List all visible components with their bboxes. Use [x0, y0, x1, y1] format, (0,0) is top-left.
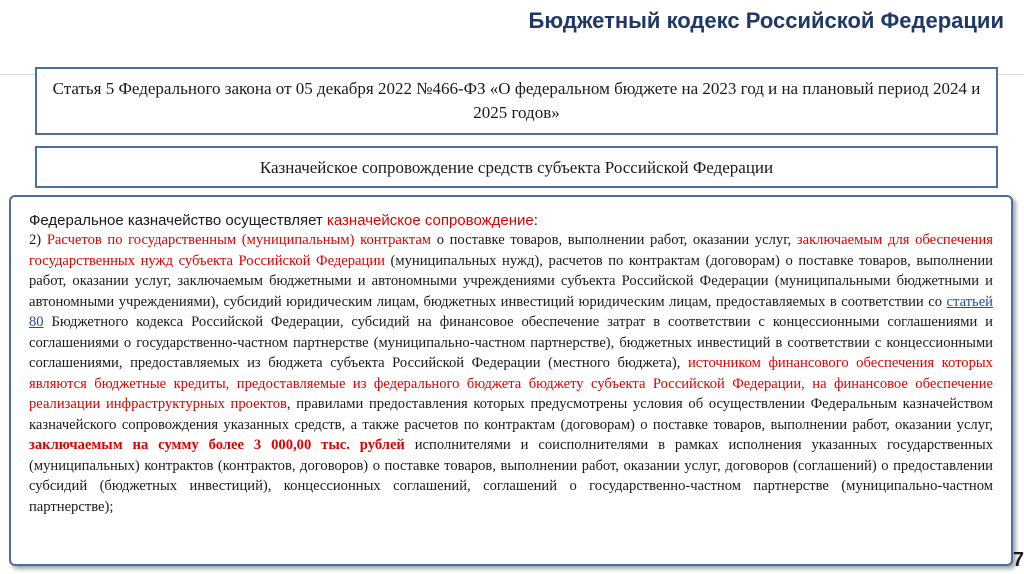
- highlight-funding-source: источником финансового обеспечения которых являются бюджетные кредиты, предоставляемые из федерального бюджета бюджету субъекта Российской Федерации, на финансовое обеспечение реализации инфраструктурных проектов: [29, 355, 993, 412]
- item-paragraph: [29, 230, 993, 517]
- content-panel: [9, 195, 1013, 566]
- text-segment: о поставке товаров, выполнении работ, оказании услуг,: [431, 232, 797, 248]
- highlight-state-needs: заключаемым для обеспечения государственных нужд субъекта Российской Федерации: [29, 232, 993, 269]
- law-reference-box: [35, 67, 998, 135]
- page-title: Бюджетный кодекс Российской Федерации: [528, 8, 1004, 33]
- section-heading-text: Казначейское сопровождение средств субъекта Российской Федерации: [259, 158, 774, 177]
- text-segment: Бюджетного кодекса Российской Федерации, субсидий на финансовое обеспечение затрат в соответствии с концессионными соглашениями и соглашениями о государственно-частном партнерстве (муниципально-частном партнерстве), бюджетных инвестиций в соответствии с концессионными соглашениями, предоставляемых из бюджета субъекта Российской Федерации (местного бюджета),: [29, 314, 993, 371]
- text-segment: исполнителями и соисполнителями в рамках исполнения указанных государственных (муниципальных) контрактов (контрактов, договоров) о поставке товаров, выполнении работ, оказании услуг, договоров (соглашений) о предоставлении субсидий (бюджетных инвестиций), концессионных соглашений, соглашений о государственно-частном партнерстве (муниципально-частном партнерстве);: [29, 437, 993, 515]
- section-heading-box: [35, 146, 998, 188]
- law-reference-text: Статья 5 Федерального закона от 05 декабря 2022 №466-ФЗ «О федеральном бюджете на 2023 год и на плановый период 2024 и 2025 годов»: [52, 79, 981, 122]
- item-number: 2): [29, 232, 47, 248]
- panel-intro: [29, 211, 993, 230]
- intro-prefix: Федеральное казначейство осуществляет: [29, 212, 327, 229]
- article-80-link[interactable]: статьей 80: [29, 293, 993, 330]
- page-number: 7: [1012, 549, 1024, 571]
- text-segment: , правилами предоставления которых предусмотрены условия об осуществлении Федеральным казначейством казначейского сопровождения указанных средств, а также расчетов по контрактам (договорам) о поставке товаров, выполнении работ, оказании услуг,: [29, 396, 993, 433]
- highlight-amount-threshold: заключаемым на сумму более 3 000,00 тыс. рублей: [29, 437, 405, 453]
- intro-suffix: :: [533, 212, 538, 229]
- highlight-contracts: Расчетов по государственным (муниципальным) контрактам: [46, 232, 432, 248]
- intro-highlight: казначейское сопровождение: [326, 212, 534, 229]
- text-segment: (муниципальных нужд), расчетов по контрактам (договорам) о поставке товаров, выполнении работ, оказании услуг, заключаемым бюджетными и автономными учреждениями субъекта Российской Федерации (муниципальными бюджетными и автономными учреждениями), субсидий юридическим лицам, бюджетных инвестиций юридическим лицам, предоставляемых в соответствии со: [29, 252, 993, 310]
